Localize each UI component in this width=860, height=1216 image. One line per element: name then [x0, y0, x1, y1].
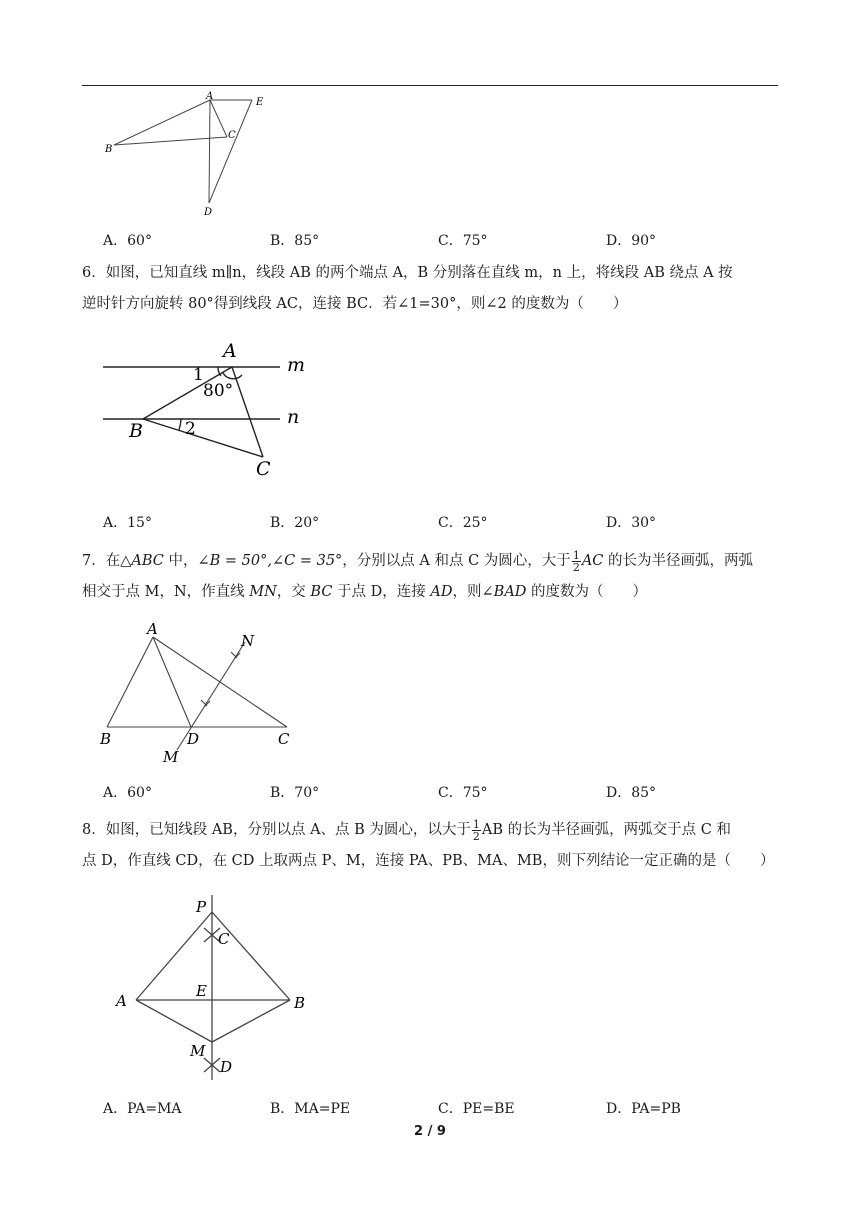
q5-label-C: C	[228, 130, 236, 141]
q7-label-N: N	[241, 632, 255, 650]
q5-option-d: D．90°	[606, 233, 657, 249]
q7-figure	[95, 620, 315, 770]
q7-option-d: D．85°	[606, 785, 657, 801]
q6-label-m: m	[287, 354, 306, 376]
q8-label-A: A	[116, 992, 127, 1010]
q8-label-E: E	[196, 982, 207, 1000]
q6-option-a: A．15°	[103, 515, 152, 531]
q5-option-a: A．60°	[103, 233, 152, 249]
q8-option-b: B．MA=PE	[270, 1101, 351, 1117]
q7-text	[82, 546, 782, 608]
q7-label-M: M	[163, 748, 179, 766]
q5-label-E: E	[256, 97, 264, 108]
q8-option-a: A．PA=MA	[103, 1101, 182, 1117]
q8-line-1: 8．如图，已知线段 AB，分别以点 A、点 B 为圆心，以大于 $\frac{1}{2}$ AB 的长为半径画弧，两弧交于点 C 和	[82, 817, 731, 843]
q7-option-b: B．70°	[270, 785, 320, 801]
header-rule	[82, 85, 778, 86]
q8-text	[82, 815, 782, 877]
q7-line-2: 相交于点 M，N，作直线 MN，交 BC 于点 D，连接 AD，则∠BAD 的度数为（ ）	[82, 584, 648, 600]
q8-label-B: B	[294, 994, 306, 1012]
q6-line-2: 逆时针方向旋转 80°得到线段 AC，连接 BC．若∠1=30°，则∠2 的度数为（ ）	[82, 296, 628, 312]
q8-option-d: D．PA=PB	[606, 1101, 681, 1117]
q6-angle-1: 1	[193, 365, 204, 385]
q8-label-P: P	[196, 898, 207, 916]
q5-label-D: D	[204, 207, 213, 218]
q6-angle-2: 2	[185, 419, 196, 439]
q6-label-C: C	[256, 458, 271, 480]
q8-fraction: $\frac{1}{2}$	[472, 817, 480, 843]
q6-label-A: A	[223, 340, 237, 362]
q7-fraction: $\frac{1}{2}$	[572, 548, 580, 574]
q8-label-D: D	[220, 1058, 233, 1076]
q6-label-B: B	[129, 420, 143, 442]
q5-option-b: B．85°	[270, 233, 320, 249]
q8-option-c: C．PE=BE	[438, 1101, 515, 1117]
q8-figure	[110, 890, 320, 1090]
q7-label-D: D	[187, 730, 200, 748]
q8-label-M: M	[190, 1042, 206, 1060]
q6-line-1: 6．如图，已知直线 m∥n，线段 AB 的两个端点 A，B 分别落在直线 m，n 上，将线段 AB 绕点 A 按	[82, 265, 733, 281]
q7-label-B: B	[100, 730, 112, 748]
q5-figure	[100, 90, 280, 220]
q7-label-A: A	[147, 620, 158, 638]
q6-option-b: B．20°	[270, 515, 320, 531]
q6-text	[82, 258, 782, 320]
page-number: 2 / 9	[414, 1124, 446, 1139]
q6-figure	[95, 335, 355, 485]
q5-label-B: B	[105, 144, 113, 155]
q6-angle-80: 80°	[203, 381, 234, 401]
q7-option-c: C．75°	[438, 785, 488, 801]
q5-label-A: A	[206, 91, 214, 102]
q7-line-1: 7．在△ABC 中，∠B = 50°,∠C = 35°，分别以点 A 和点 C 为圆心，大于 $\frac{1}{2}$ AC 的长为半径画弧，两弧	[82, 548, 753, 574]
q8-line-2: 点 D，作直线 CD，在 CD 上取两点 P、M，连接 PA、PB、MA、MB，则下列结论一定正确的是（ ）	[82, 853, 775, 869]
q8-label-C: C	[218, 930, 230, 948]
q6-option-d: D．30°	[606, 515, 657, 531]
q5-option-c: C．75°	[438, 233, 488, 249]
q7-option-a: A．60°	[103, 785, 152, 801]
q6-label-n: n	[287, 406, 300, 428]
q7-label-C: C	[278, 730, 290, 748]
q6-option-c: C．25°	[438, 515, 488, 531]
